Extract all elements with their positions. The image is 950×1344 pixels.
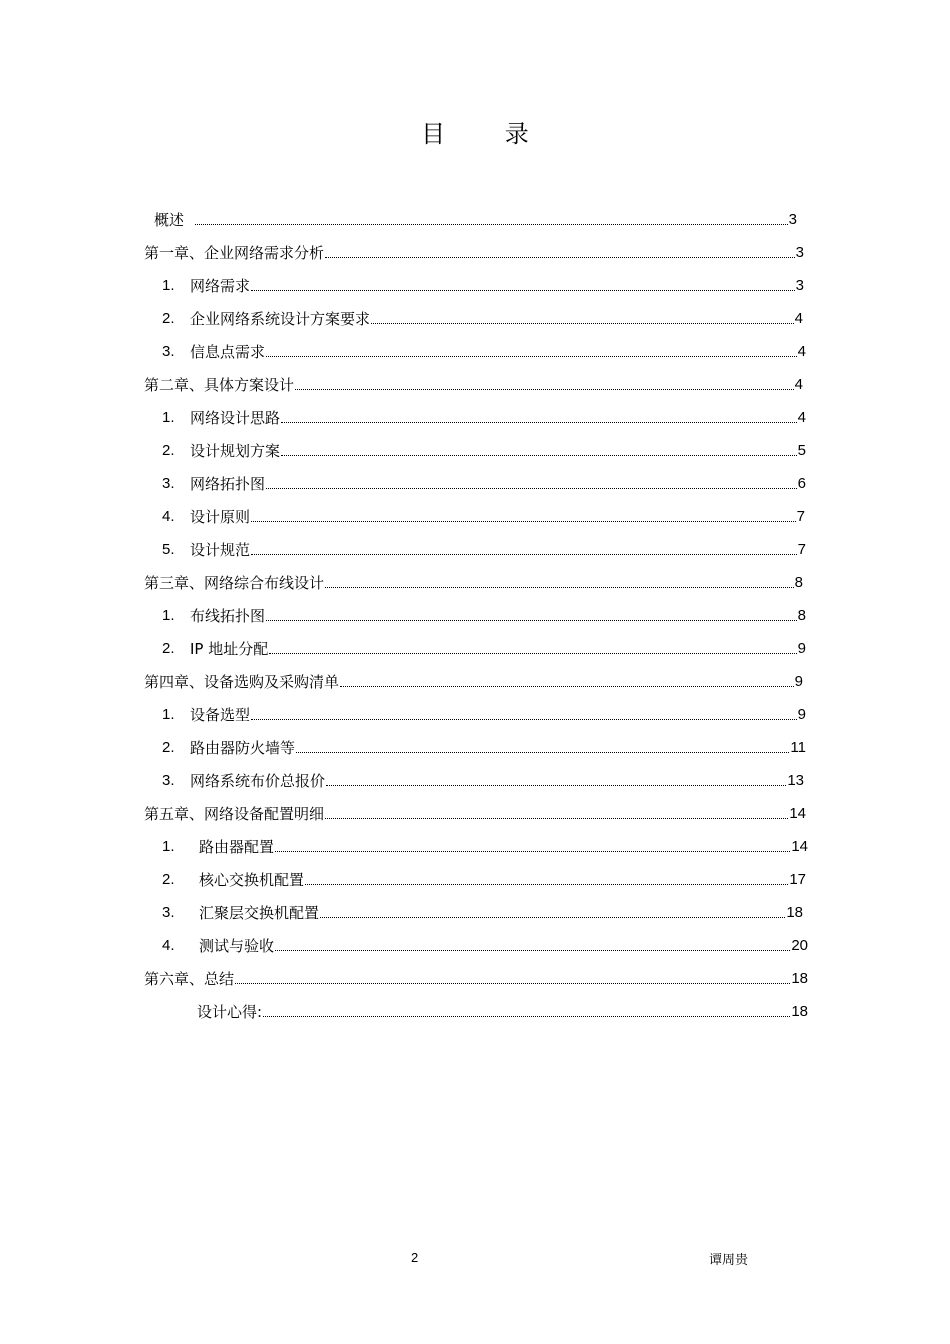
toc-entry-page: 9 [797, 706, 806, 723]
toc-dot-leader [251, 501, 796, 522]
toc-entry-page: 8 [794, 574, 803, 591]
toc-dot-leader [340, 666, 794, 687]
toc-entry-page: 4 [797, 343, 806, 360]
toc-entry-label: 网络设计思路 [190, 409, 281, 427]
toc-entry-number: 4. [162, 937, 175, 954]
toc-entry-page: 20 [791, 937, 808, 954]
toc-entry-number: 1. [162, 277, 175, 294]
toc-entry[interactable] [162, 299, 803, 329]
toc-entry-number: 5. [162, 541, 175, 558]
toc-entry-label: 核心交换机配置 [199, 871, 305, 889]
toc-entry[interactable] [162, 266, 804, 296]
toc-dot-leader [320, 897, 785, 918]
toc-entry[interactable] [162, 695, 806, 725]
toc-entry-page: 18 [791, 970, 808, 987]
toc-dot-leader [266, 336, 797, 357]
toc-entry[interactable] [144, 365, 803, 395]
toc-entry-number: 1. [162, 838, 175, 855]
toc-dot-leader [195, 204, 788, 225]
toc-entry-page: 9 [794, 673, 803, 690]
toc-entry[interactable] [162, 893, 803, 923]
toc-entry-page: 8 [797, 607, 806, 624]
toc-entry[interactable] [162, 761, 804, 791]
toc-entry[interactable] [162, 629, 806, 659]
toc-entry-label: 设计规范 [190, 541, 251, 559]
toc-entry-number: 2. [162, 310, 175, 327]
toc-entry[interactable] [162, 398, 806, 428]
toc-entry[interactable] [144, 794, 806, 824]
toc-entry-label: 路由器防火墙等 [190, 739, 296, 757]
footer-author: 谭周贵 [709, 1253, 749, 1268]
toc-dot-leader [325, 798, 788, 819]
toc-entry-page: 11 [790, 739, 806, 756]
toc-entry-number: 3. [162, 343, 175, 360]
toc-entry-number: 3. [162, 772, 175, 789]
toc-dot-leader [263, 996, 790, 1017]
toc-entry-label: 测试与验收 [199, 937, 275, 955]
toc-entry-label: 设计规划方案 [190, 442, 281, 460]
toc-dot-leader [281, 402, 797, 423]
toc-entry[interactable] [144, 563, 803, 593]
toc-entry-label: 信息点需求 [190, 343, 266, 361]
toc-dot-leader [275, 831, 790, 852]
toc-entry-page: 3 [795, 244, 804, 261]
toc-entry-label: 汇聚层交换机配置 [199, 904, 320, 922]
toc-entry[interactable] [162, 332, 806, 362]
toc-entry[interactable] [144, 959, 808, 989]
footer-page-number: 2 [411, 1250, 419, 1265]
toc-entry-number: 2. [162, 871, 175, 888]
toc-entry-label: 路由器配置 [199, 838, 275, 856]
toc-dot-leader [325, 567, 794, 588]
toc-entry-page: 9 [797, 640, 806, 657]
toc-entry[interactable] [162, 860, 806, 890]
toc-entry-label: 第二章、具体方案设计 [144, 376, 295, 394]
toc-entry[interactable] [162, 530, 806, 560]
toc-entry-page: 3 [788, 211, 797, 228]
toc-entry-number: 1. [162, 607, 175, 624]
toc-entry[interactable] [197, 992, 808, 1022]
toc-entry-page: 18 [791, 1003, 808, 1020]
toc-entry[interactable] [162, 497, 805, 527]
toc-entry[interactable] [162, 431, 806, 461]
toc-entry-number: 2. [162, 739, 175, 756]
toc-entry-label: 第五章、网络设备配置明细 [144, 805, 325, 823]
toc-entry-page: 13 [787, 772, 804, 789]
toc-dot-leader [281, 435, 797, 456]
toc-entry-page: 14 [789, 805, 806, 822]
toc-entry-label: 第六章、总结 [144, 970, 235, 988]
toc-entry-page: 4 [794, 310, 803, 327]
toc-entry-label: 企业网络系统设计方案要求 [190, 310, 371, 328]
toc-dot-leader [251, 699, 797, 720]
toc-dot-leader [269, 633, 796, 654]
toc-dot-leader [305, 864, 788, 885]
toc-entry-label: 第一章、企业网络需求分析 [144, 244, 325, 262]
toc-entry-number: 2. [162, 442, 175, 459]
toc-entry-page: 14 [791, 838, 808, 855]
toc-entry-label: 网络需求 [190, 277, 251, 295]
toc-entry-page: 3 [795, 277, 804, 294]
toc-entry-number: 1. [162, 409, 175, 426]
toc-entry[interactable] [144, 233, 804, 263]
page-title: 目 录 [421, 120, 555, 148]
toc-entry-label: 网络系统布价总报价 [190, 772, 326, 790]
toc-entry-page: 18 [786, 904, 803, 921]
toc-entry[interactable] [162, 926, 808, 956]
toc-entry-page: 6 [797, 475, 806, 492]
toc-entry-number: 3. [162, 475, 175, 492]
toc-entry-label: 设计原则 [190, 508, 251, 526]
toc-entry[interactable] [162, 827, 808, 857]
toc-entry-label: 第四章、设备选购及采购清单 [144, 673, 340, 691]
toc-entry-page: 5 [797, 442, 806, 459]
toc-dot-leader [326, 765, 786, 786]
toc-entry-number: 3. [162, 904, 175, 921]
toc-entry-number: 2. [162, 640, 175, 657]
toc-entry-page: 7 [796, 508, 805, 525]
toc-entry-page: 4 [797, 409, 806, 426]
toc-entry-page: 17 [789, 871, 806, 888]
toc-entry[interactable] [162, 596, 806, 626]
toc-dot-leader [296, 732, 789, 753]
toc-entry[interactable] [162, 464, 806, 494]
toc-dot-leader [251, 270, 795, 291]
toc-entry-label: 概述 [154, 211, 185, 229]
toc-dot-leader [251, 534, 797, 555]
toc-entry[interactable] [144, 662, 803, 692]
toc-entry-label: 第三章、网络综合布线设计 [144, 574, 325, 592]
toc-entry-number: 1. [162, 706, 175, 723]
toc-entry-number: 4. [162, 508, 175, 525]
toc-dot-leader [371, 303, 794, 324]
toc-entry-label: IP 地址分配 [190, 640, 269, 658]
toc-dot-leader [325, 237, 795, 258]
toc-dot-leader [235, 963, 790, 984]
toc-dot-leader [295, 369, 794, 390]
toc-entry-label: 设备选型 [190, 706, 251, 724]
toc-entry-page: 4 [794, 376, 803, 393]
toc-dot-leader [266, 600, 797, 621]
toc-entry[interactable] [162, 728, 806, 758]
toc-entry-label: 布线拓扑图 [190, 607, 266, 625]
toc-dot-leader [266, 468, 797, 489]
toc-entry-label: 设计心得: [197, 1003, 263, 1021]
toc-entry-page: 7 [797, 541, 806, 558]
toc-entry-label: 网络拓扑图 [190, 475, 266, 493]
toc-entry[interactable] [154, 200, 797, 230]
toc-dot-leader [275, 930, 790, 951]
